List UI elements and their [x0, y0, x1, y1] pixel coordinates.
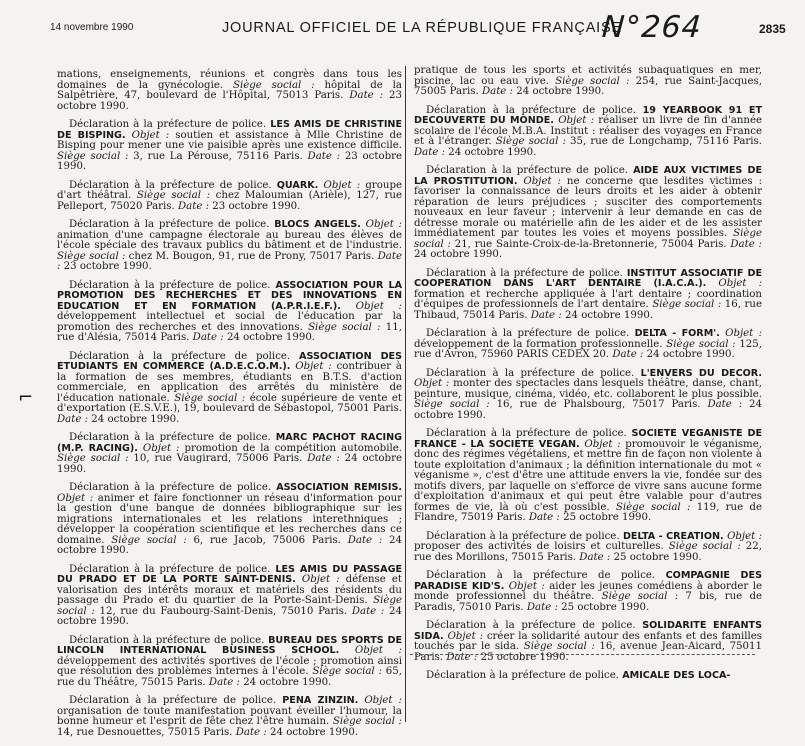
association-name: BUREAU DES SPORTS DE LINCOLN INTERNATIONAL BUSINESS SCHOOL.: [57, 634, 403, 656]
declaration-prefix: Déclaration à la préfecture de police.: [69, 634, 269, 646]
declaration-entry: [57, 636, 402, 689]
field-label: Objet :: [508, 580, 545, 592]
declaration-entry: [57, 696, 402, 738]
field-label: Date :: [526, 601, 558, 613]
field-value: organisation de toute manifestation pouvant éveiller l'humour, la bonne humeur et l'esprit de fête chez l'être humain.: [57, 705, 402, 727]
field-value: 24 octobre 1990.: [414, 399, 762, 421]
association-name: ASSOCIATION DES ETUDIANTS EN COMMERCE (A.D.E.C.O.M.).: [57, 350, 403, 372]
association-name: LES AMIS DE CHRISTINE DE BISPING.: [57, 119, 402, 141]
field-value: 22, rue des Morillons, 75015 Paris.: [414, 541, 762, 563]
declaration-entry: [414, 269, 762, 322]
declaration-prefix: Déclaration à la préfecture de police.: [69, 695, 283, 706]
declaration-prefix: Déclaration à la préfecture de police.: [426, 328, 635, 339]
association-name: LES AMIS DU PASSAGE DU PRADO ET DE LA PORTE SAINT-DENIS.: [57, 563, 402, 585]
declaration-prefix: Déclaration à la préfecture de police.: [69, 179, 277, 191]
field-label: Siège social :: [495, 136, 566, 147]
declaration-prefix: Déclaration à la préfecture de police.: [426, 620, 643, 631]
field-value: 24 octobre 1990.: [561, 309, 654, 321]
field-value: développement des activités sportives de l'école ; promotion ainsi que résolution des problèmes internes à l'école.: [57, 655, 402, 677]
field-label: Siège social :: [57, 250, 126, 262]
page-header: [0, 0, 805, 58]
association-name: L'ENVERS DU DECOR.: [640, 367, 762, 379]
field-label: Date :: [349, 90, 384, 101]
declaration-prefix: Déclaration à la préfecture de police.: [426, 428, 632, 439]
declaration-prefix: Déclaration à la préfecture de police.: [69, 563, 276, 575]
field-label: Siège social :: [615, 501, 691, 513]
field-label: Date :: [446, 651, 478, 663]
field-label: Date :: [530, 309, 562, 321]
declaration-entry: [414, 106, 762, 159]
association-name: DELTA - FORM'.: [634, 328, 720, 339]
field-value: 24 octobre 1990.: [643, 349, 735, 360]
association-name: SOCIETE VEGANISTE DE FRANCE - LA SOCIETE VEGAN.: [414, 428, 762, 450]
field-label: Date :: [307, 453, 340, 464]
field-value: animer et faire fonctionner un réseau d'information pour la gestion d'une banque de données bibliographique sur les migrations internationales et les relations interethniques ; développer la coopération scientifique et les recherches dans ce domaine.: [57, 492, 403, 546]
field-value: 24 octobre 1990.: [414, 249, 503, 260]
field-label: Siège social :: [523, 641, 595, 652]
field-label: Objet :: [584, 438, 621, 450]
field-value: pratique de tous les sports et activités subaquatiques en mer, piscine, lac ou eau vive.: [414, 65, 762, 87]
field-value: chez M. Bougon, 91, rue de Prony, 75017 Paris.: [125, 250, 378, 262]
declaration-prefix: Déclaration à la préfecture de police.: [69, 119, 271, 130]
field-value: 23 octobre 1990.: [209, 200, 301, 212]
declaration-prefix: Déclaration à la préfecture de police.: [69, 350, 300, 362]
field-label: Objet :: [365, 219, 402, 230]
field-label: Siège social :: [652, 299, 722, 310]
field-label: Objet :: [558, 115, 595, 126]
field-label: Objet :: [447, 630, 483, 642]
field-label: Date :: [707, 399, 743, 410]
field-value: 25 octobre 1990.: [610, 551, 702, 563]
field-value: proposer des activités de loisirs et culturelles.: [414, 541, 669, 552]
declaration-entry: [57, 281, 402, 344]
field-value: [341, 301, 356, 312]
field-value: 16, avenue Jean-Aicard, 75011 Paris.: [414, 641, 762, 663]
declaration-entry: [57, 120, 402, 173]
field-label: Siège social :: [57, 595, 402, 617]
field-value: développement de la formation professionnelle.: [414, 338, 667, 350]
declaration-prefix: Déclaration à la préfecture de police.: [426, 367, 641, 379]
field-label: Siège social :: [232, 79, 315, 91]
association-name: BLOCS ANGELS.: [274, 219, 361, 230]
field-label: Siège social :: [308, 321, 381, 333]
association-name: INSTITUT ASSOCIATIF DE COOPERATION DANS L'ART DENTAIRE (I.A.C.A.).: [414, 267, 763, 289]
association-name: AIDE AUX VICTIMES DE LA PROSTITUTION.: [414, 165, 762, 187]
declaration-prefix: Déclaration à la préfecture de police.: [426, 104, 643, 116]
field-value: promouvoir le véganisme, donc des régimes végétaliens, et mettre fin de façon non violente à toute exploitation d'animaux ; la définition internationale du mot « véganisme », c'est d'être une attitude envers la vie, fondée sur des motifs divers, par laquelle on s'efforce de vivre sans aucune forme d'exploitation d'animaux et qui peut être valable pour d'autres formes de vie, là où c'est possible.: [414, 438, 762, 513]
field-value: 16, rue de Phalsbourg, 75017 Paris.: [489, 399, 708, 410]
field-label: Date :: [57, 250, 402, 272]
field-value: défense et valorisation des intérêts moraux et matériels des résidents du passage du Prado et du quartier de la Porte-Saint-Denis.: [57, 574, 402, 606]
field-label: Siège social :: [414, 228, 762, 250]
field-value: 25 octobre 1990.: [477, 651, 569, 663]
field-label: Objet :: [414, 378, 450, 389]
field-label: Siège social :: [57, 150, 129, 162]
association-name: COMPAGNIE DES PARADISE KID'S.: [414, 570, 762, 592]
field-value: 24 octobre 1990.: [57, 453, 402, 475]
field-label: Date :: [481, 86, 513, 97]
association-name: PENA ZINZIN.: [282, 695, 359, 706]
declaration-prefix: Déclaration à la préfecture de police.: [69, 432, 276, 443]
field-label: Siège social :: [414, 399, 490, 410]
field-label: Siège social :: [111, 534, 187, 546]
field-value: 35, rue de Longchamp, 75116 Paris.: [565, 136, 763, 147]
field-label: Siège social :: [666, 338, 736, 350]
field-label: Siège social :: [601, 591, 679, 602]
association-name: QUARK.: [276, 179, 319, 191]
handwritten-issue-number: N°264: [600, 10, 703, 45]
field-value: [706, 278, 718, 289]
field-label: Siège social :: [312, 666, 382, 677]
field-value: 23 octobre 1990.: [57, 90, 403, 112]
field-value: 12, rue du Faubourg-Saint-Denis, 75010 Paris.: [94, 605, 352, 617]
field-value: promotion de la compétition automobile.: [179, 442, 402, 454]
declaration-entry: [414, 329, 762, 361]
field-label: Objet :: [725, 328, 763, 339]
field-label: Siège social :: [57, 453, 129, 464]
field-value: chez Maloumian (Arièle), 127, rue Pelleport, 75020 Paris.: [57, 190, 402, 212]
field-label: Objet :: [131, 129, 170, 141]
field-value: 125, rue d'Avron, 75960 PARIS CEDEX 20.: [414, 338, 763, 360]
field-value: groupe d'art théâtral.: [57, 179, 403, 201]
declaration-entry: [414, 429, 762, 524]
field-label: Objet :: [354, 645, 402, 656]
field-value: école supérieure de vente et d'exportation (E.S.V.E.), 19, boulevard de Sébastopol, 75001 Paris.: [57, 392, 402, 414]
field-value: soutien et assistance à Mlle Christine de Bisping pour mener une vie paisible après une existence difficile.: [57, 129, 402, 151]
field-label: Objet :: [727, 530, 763, 542]
field-label: Date :: [178, 200, 210, 212]
field-value: 25 octobre 1990.: [557, 601, 650, 613]
field-label: Date :: [414, 146, 446, 158]
field-label: Objet :: [364, 695, 402, 706]
field-value: contribuer à la formation de ses membres, étudiants en B.T.S. d'action commerciale, en application des arrêtés du ministère de l'éducation nationale.: [57, 361, 402, 404]
field-value: 119, rue de Flandre, 75019 Paris.: [414, 501, 762, 523]
field-value: 24 octobre 1990.: [223, 332, 316, 343]
field-label: Objet :: [323, 179, 361, 191]
field-value: développement intellectuel et social de l'éducation par la promotion des recherches et des innovations.: [57, 311, 402, 333]
field-value: 23 octobre 1990.: [57, 150, 402, 172]
field-value: formation et recherche appliquée à l'art dentaire ; coordination d'équipes de professionnels de l'art dentaire.: [414, 288, 762, 310]
field-label: Date :: [307, 150, 341, 162]
declaration-entry: [57, 70, 402, 112]
field-value: aider les jeunes comédiens à aborder le monde professionnel du théâtre.: [414, 580, 762, 602]
field-label: Siège social :: [174, 392, 246, 404]
declaration-entry: [57, 181, 402, 213]
declaration-entry: [57, 352, 402, 426]
margin-mark-icon: ⌐: [18, 387, 34, 408]
declaration-entry: [57, 483, 402, 557]
journal-title: JOURNAL OFFICIEL DE LA RÉPUBLIQUE FRANÇAISE: [222, 20, 622, 36]
association-name: SOLIDARITE ENFANTS SIDA.: [414, 620, 763, 642]
declaration-prefix: Déclaration à la préfecture de police.: [69, 279, 276, 291]
field-label: Objet :: [355, 300, 402, 312]
field-value: 21, rue Sainte-Croix-de-la-Bretonnerie, 75004 Paris.: [450, 238, 731, 250]
declaration-prefix: Déclaration à la préfecture de police.: [426, 530, 623, 542]
field-value: animation d'une campagne électorale au bureau des élèves de l'école spéciale des travaux publics du bâtiment et de l'industrie.: [57, 229, 402, 251]
association-name: ASSOCIATION POUR LA PROMOTION DES RECHERCHES ET DES INNOVATIONS EN EDUCATION ET EN FORMATION (A.P.R.I.E.F.).: [57, 279, 402, 312]
field-value: monter des spectacles dans lesquels théâtre, danse, chant, peinture, musique, cinéma, vidéo, etc. collaborent le plus possible.: [414, 378, 762, 400]
field-value: hôpital de la Salpêtrière, 47, boulevard de l'Hôpital, 75013 Paris.: [57, 79, 402, 101]
field-value: réaliser un livre de fin d'année scolaire de l'école M.B.A. Institut : réaliser des voyages en France et à l'étranger.: [414, 115, 762, 147]
column-divider: [405, 66, 406, 722]
association-name: 19 YEARBOOK 91 ET DECOUVERTE DU MONDE.: [414, 104, 762, 126]
field-value: 24 octobre 1990.: [239, 676, 332, 688]
field-label: Objet :: [57, 492, 94, 504]
field-label: Objet :: [295, 361, 332, 372]
field-value: 10, rue Vaugirard, 75006 Paris.: [128, 453, 308, 464]
field-label: Objet :: [718, 278, 762, 289]
declaration-prefix: Déclaration à la préfecture de police.: [69, 482, 277, 493]
field-label: Date :: [351, 605, 385, 617]
field-label: Objet :: [301, 574, 340, 585]
field-value: 24 octobre 1990.: [57, 605, 403, 627]
field-value: 3, rue La Pérouse, 75116 Paris.: [128, 150, 308, 162]
field-value: 23 octobre 1990.: [60, 261, 152, 272]
field-label: Objet :: [523, 175, 561, 187]
field-label: Date :: [730, 238, 762, 250]
declaration-prefix: Déclaration à la préfecture de police.: [426, 165, 634, 176]
page-number: 2835: [759, 22, 786, 36]
right-column: [414, 66, 762, 690]
field-label: Date :: [235, 726, 267, 738]
association-name: MARC PACHOT RACING (M.P. RACING).: [57, 432, 402, 454]
declaration-entry: [414, 166, 762, 261]
issue-date: 14 novembre 1990: [50, 22, 134, 33]
field-label: Date :: [579, 551, 611, 563]
field-label: Siège social :: [136, 190, 211, 201]
declaration-entry: [57, 220, 402, 273]
declaration-entry: [414, 571, 762, 613]
field-label: Date :: [192, 332, 224, 343]
field-value: 24 octobre 1990.: [513, 86, 605, 97]
field-value: 25 octobre 1990.: [559, 512, 652, 523]
field-label: Date :: [208, 676, 240, 688]
declaration-prefix: Déclaration à la préfecture de police.: [426, 267, 627, 279]
declaration-prefix: Déclaration à la préfecture de police.: [69, 219, 275, 230]
field-label: Siège social :: [668, 541, 741, 552]
declaration-entry: [57, 433, 402, 475]
declaration-prefix: Déclaration à la préfecture de police.: [426, 570, 666, 581]
field-label: Date :: [612, 349, 644, 360]
declaration-entry: [414, 66, 762, 98]
field-value: 14, rue Desnouettes, 75015 Paris.: [57, 726, 236, 738]
left-column: [57, 70, 402, 746]
declaration-entry: [414, 532, 762, 564]
field-label: Siège social :: [555, 75, 630, 87]
field-value: ne concerne que lesdites victimes : favoriser la connaissance de leurs droits et les aider à obtenir réparation de leurs préjudices ; susciter des comportements nouveaux en leur faveur ; intervenir à leur demande en cas de détresse morale ou matérielle afin de les aider et de les assister immédiatement par toutes les voies et moyens possibles.: [414, 175, 763, 239]
association-name: DELTA - CREATION.: [622, 530, 724, 542]
field-value: 254, rue Saint-Jacques, 75005 Paris.: [414, 75, 762, 97]
field-value: 65, rue du Théâtre, 75015 Paris.: [57, 666, 402, 688]
field-value: 11, rue d'Alésia, 75014 Paris.: [57, 321, 402, 343]
declaration-prefix: Déclaration à la préfecture de police.: [426, 670, 623, 681]
field-value: 6, rue Jacob, 75006 Paris.: [186, 534, 348, 546]
declaration-entry: [57, 565, 402, 628]
field-label: Objet :: [142, 442, 180, 454]
field-value: [339, 645, 355, 656]
field-value: créer la solidarité autour des enfants et des familles touchés par le sida.: [414, 630, 763, 652]
association-name: AMICALE DES LOCA-: [622, 670, 731, 681]
field-label: Date :: [528, 512, 560, 523]
field-value: 24 octobre 1990.: [88, 413, 180, 425]
field-label: Date :: [347, 534, 383, 546]
association-name: ASSOCIATION REMISIS.: [276, 482, 402, 493]
field-value: 24 octobre 1990.: [57, 534, 402, 556]
field-value: 7 bis, rue de Paradis, 75010 Paris.: [414, 591, 762, 613]
field-label: Siège social :: [332, 716, 402, 727]
field-value: 16, rue Thibaud, 75014 Paris.: [414, 299, 762, 321]
field-value: 24 octobre 1990.: [266, 726, 359, 738]
field-value: 24 octobre 1990.: [445, 146, 537, 158]
field-label: Date :: [57, 413, 89, 425]
declaration-entry: [414, 369, 762, 422]
field-value: mations, enseignements, réunions et congrès dans tous les domaines de la gynécologie.: [57, 69, 402, 91]
